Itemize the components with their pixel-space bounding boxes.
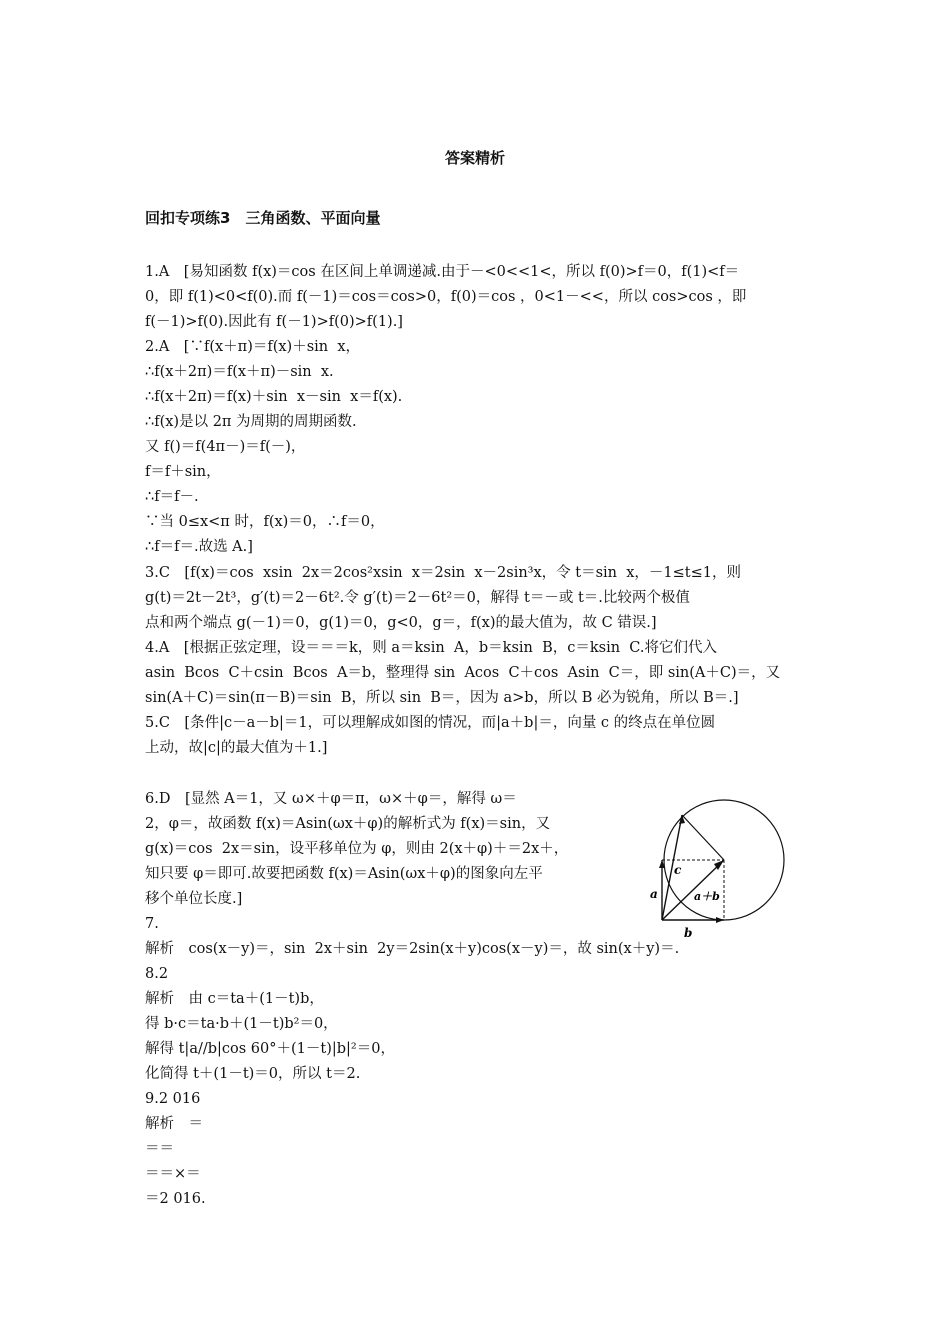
text-line: g(x)＝cos 2x＝sin，设平移单位为 φ，则由 2(x＋φ)＋＝2x＋， [145,841,569,857]
vector-circle-figure [648,782,788,942]
text-line: ∴f(x＋2π)＝f(x＋π)－sin x. [145,364,334,380]
text-line: 0，即 f(1)<0<f(0).而 f(－1)＝cos＝cos>0，f(0)＝cos ，0<1－<<，所以 cos>cos ，即 [145,289,747,305]
arrowhead-b [716,917,724,923]
text-line: ∵当 0≤x<π 时，f(x)＝0，∴f＝0， [145,514,385,530]
text-line: 2，φ＝，故函数 f(x)＝Asin(ωx＋φ)的解析式为 f(x)＝sin，又 [145,816,551,832]
text-line: ∴f(x)是以 2π 为周期的周期函数. [145,414,357,430]
text-line: asin Bcos C＋csin Bcos A＝b，整理得 sin Acos C＋cos Asin C＝，即 sin(A＋C)＝，又 [145,665,781,681]
label-a: a [650,887,658,901]
label-a-plus-b: a＋b [694,890,720,903]
text-line: 得 b·c＝ta·b＋(1－t)b²＝0， [145,1016,338,1032]
radius-line [682,815,724,860]
text-line: ∴f＝f－. [145,489,199,505]
label-c: c [674,863,682,877]
text-line: 8.2 [145,966,169,982]
text-line: 3.C [f(x)＝cos xsin 2x＝2cos²xsin x＝2sin x－2sin³x，令 t＝sin x，－1≤t≤1，则 [145,565,741,581]
text-line: 解得 t|a//b|cos 60°＋(1－t)|b|²＝0， [145,1041,395,1057]
text-line: ∴f＝f＝.故选 A.] [145,539,253,555]
text-line: 6.D [显然 A＝1，又 ω×＋φ＝π，ω×＋φ＝，解得 ω＝ [145,791,517,807]
page-title: 答案精析 [444,149,505,167]
text-line: ∴f(x＋2π)＝f(x)＋sin x－sin x＝f(x). [145,389,403,405]
text-line: 9.2 016 [145,1091,201,1107]
text-line: 1.A [易知函数 f(x)＝cos 在区间上单调递减.由于－<0<<1<，所以 f(0)>f＝0，f(1)<f＝ [145,264,740,280]
text-line: 解析 cos(x－y)＝，sin 2x＋sin 2y＝2sin(x＋y)cos(x－y)＝，故 sin(x＋y)＝. [145,941,680,957]
text-line: ＝＝×＝ [145,1166,201,1182]
text-line: ＝＝ [145,1141,174,1157]
text-line: 5.C [条件|c－a－b|＝1，可以理解成如图的情况，而|a＋b|＝，向量 c 的终点在单位圆 [145,715,716,731]
text-line: ＝2 016. [145,1191,206,1207]
text-line: 又 f()＝f(4π－)＝f(－)， [145,439,306,455]
text-line: 解析 由 c＝ta＋(1－t)b， [145,991,324,1007]
text-line: f＝f＋sin， [145,464,221,480]
label-b: b [684,926,693,940]
text-line: 7. [145,916,159,932]
text-line: 知只要 φ＝即可.故要把函数 f(x)＝Asin(ωx＋φ)的图象向左平 [145,866,543,882]
text-line: g(t)＝2t－2t³，g′(t)＝2－6t².令 g′(t)＝2－6t²＝0，解得 t＝－或 t＝.比较两个极值 [145,590,690,606]
text-line: 2.A [∵f(x＋π)＝f(x)＋sin x， [145,339,361,355]
text-line: sin(A＋C)＝sin(π－B)＝sin B，所以 sin B＝，因为 a>b，所以 B 必为锐角，所以 B＝.] [145,690,739,706]
text-line: 点和两个端点 g(－1)＝0，g(1)＝0，g<0，g＝，f(x)的最大值为，故 C 错误.] [145,615,657,631]
text-line: 化简得 t＋(1－t)＝0，所以 t＝2. [145,1066,361,1082]
text-line: 解析 ＝ [145,1116,203,1132]
text-line: 4.A [根据正弦定理，设＝＝＝k，则 a＝ksin A，b＝ksin B，c＝ksin C.将它们代入 [145,640,717,656]
text-line: f(－1)>f(0).因此有 f(－1)>f(0)>f(1).] [145,314,403,330]
text-line: 上动，故|c|的最大值为＋1.] [145,740,328,756]
section-title: 回扣专项练3 三角函数、平面向量 [145,209,381,227]
text-line: 移个单位长度.] [145,891,243,907]
